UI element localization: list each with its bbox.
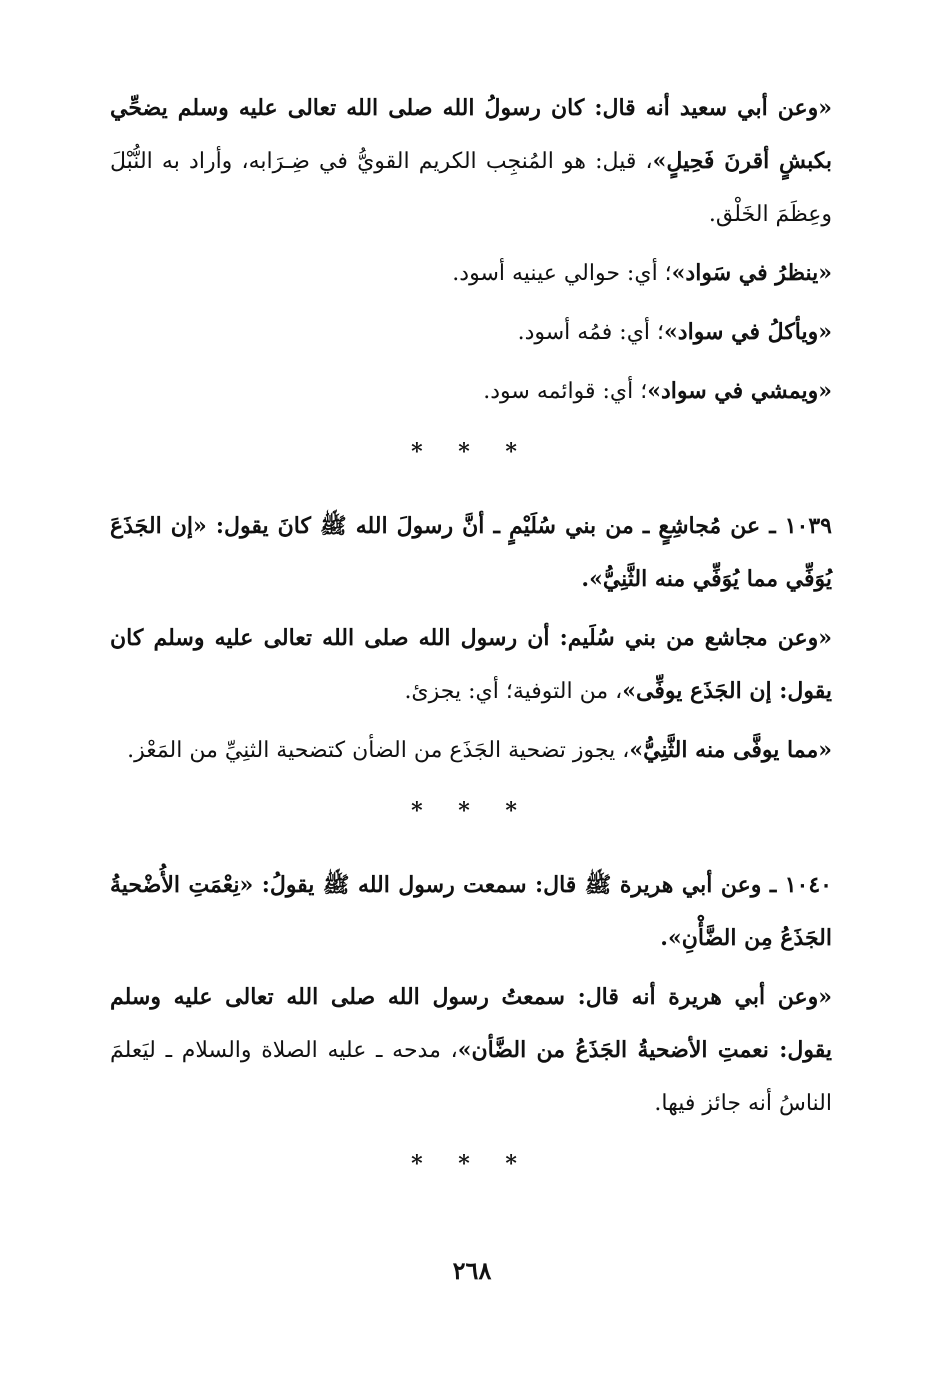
hadith-text: ١٠٤٠ ـ وعن أبي هريرة ﷺ قال: سمعت رسول الله ﷺ يقولُ: «نِعْمَتِ الأُضْحيةُ الجَذَعُ مِن الضَّأْنِ».	[110, 872, 832, 951]
quoted-text: «وعن أبي هريرة أنه قال: سمعتُ رسول الله صلى الله تعالى عليه وسلم يقول: نعمتِ الأضحيةُ الجَذَعُ من الضَّأن»	[110, 984, 832, 1063]
hadith-text: ١٠٣٩ ـ عن مُجاشِعٍ ـ من بني سُلَيْمٍ ـ أنَّ رسولَ الله ﷺ كانَ يقول: «إن الجَذَعَ يُوَفِّي مما يُوَفِّي منه الثَّنِيُّ».	[110, 513, 832, 592]
commentary-text: ، مدحه ـ عليه الصلاة والسلام ـ ليَعلمَ الناسُ أنه جائز فيها.	[110, 1038, 832, 1116]
commentary-paragraph	[110, 306, 832, 359]
quoted-text: «ويمشي في سواد»	[647, 378, 832, 404]
quoted-text: «ويأكلُ في سواد»	[664, 319, 832, 345]
section-separator: * * *	[411, 1151, 531, 1177]
commentary-paragraph	[110, 365, 832, 418]
quoted-text: «وعن مجاشع من بني سُلَيم: أن رسول الله صلى الله تعالى عليه وسلم كان يقول: إن الجَذَع يوفِّى»	[110, 625, 832, 704]
section-separator: * * *	[411, 798, 531, 824]
section-separator: * * *	[411, 439, 531, 465]
quoted-text: «مما يوفَّى منه الثَّنِيُّ»	[629, 737, 832, 763]
quoted-text: «ينظرُ في سَواد»	[671, 260, 832, 286]
commentary-paragraph	[110, 247, 832, 300]
quoted-text: «وعن أبي سعيد أنه قال: كان رسولُ الله صلى الله تعالى عليه وسلم يضحِّي بكبشٍ أقرنَ فَحِيلٍ»	[110, 95, 832, 174]
commentary-text: ، من التوفية؛ أي: يجزئ.	[404, 679, 623, 704]
commentary-paragraph	[110, 971, 832, 1130]
commentary-text: ، قيل: هو المُنجِب الكريم القويُّ في ضِـرَابه، وأراد به النُّبْلَ وعِظَمَ الخَلْق.	[110, 149, 832, 227]
commentary-text: ؛ أي: حوالي عينيه أسود.	[452, 261, 672, 286]
commentary-paragraph	[110, 82, 832, 241]
commentary-text: ؛ أي: فمُه أسود.	[517, 320, 665, 345]
page-number: ٢٦٨	[452, 1256, 492, 1285]
commentary-paragraph	[110, 612, 832, 718]
commentary-text: ؛ أي: قوائمه سود.	[483, 379, 648, 404]
commentary-paragraph	[110, 724, 832, 777]
commentary-text: ، يجوز تضحية الجَذَع من الضأن كتضحية الثنِيِّ من المَعْز.	[127, 738, 630, 763]
